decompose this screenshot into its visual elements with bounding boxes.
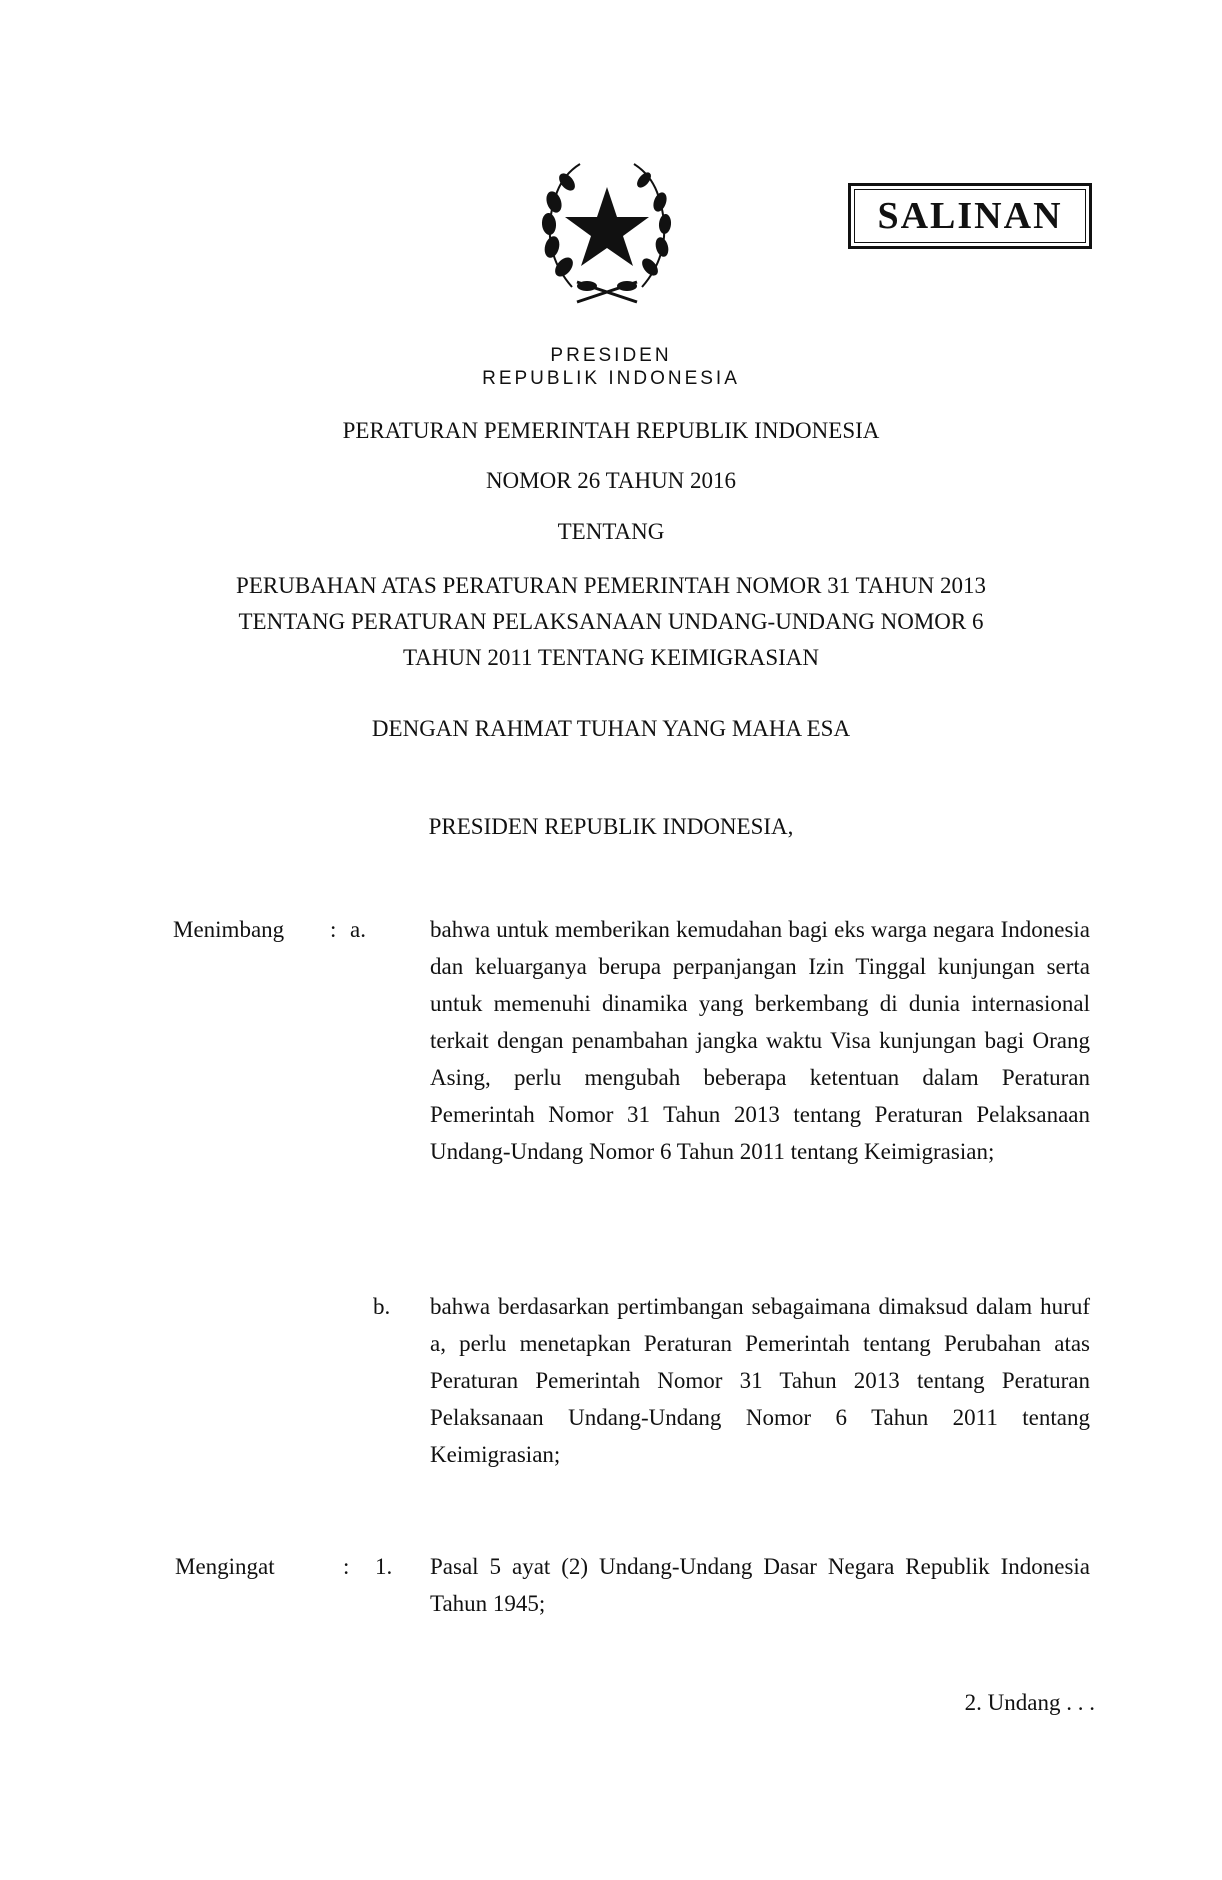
item-a-mark: a. bbox=[350, 917, 366, 942]
menimbang-label: Menimbang bbox=[173, 917, 285, 942]
subject-line-1: PERUBAHAN ATAS PERATURAN PEMERINTAH NOMOR 31 TAHUN 2013 bbox=[236, 573, 986, 598]
item-b-text: bahwa berdasarkan pertimbangan sebagaimana dimaksud dalam huruf a, perlu menetapkan Peraturan Pemerintah tentang Perubahan atas Peraturan Pemerintah Nomor 31 Tahun 2013 tentang Peraturan Pelaksanaan Undang-Undang Nomor 6 Tahun 2011 tentang Keimigrasian; bbox=[430, 1294, 1090, 1467]
header-republic: REPUBLIK INDONESIA bbox=[482, 368, 740, 389]
page-continuation: 2. Undang . . . bbox=[964, 1690, 1095, 1715]
subject-line-2: TENTANG PERATURAN PELAKSANAAN UNDANG-UNDANG NOMOR 6 bbox=[238, 609, 984, 634]
president-line: PRESIDEN REPUBLIK INDONESIA, bbox=[428, 814, 794, 839]
menimbang-colon: : bbox=[330, 917, 337, 942]
item-a-text: bahwa untuk memberikan kemudahan bagi eks warga negara Indonesia dan keluarganya berupa perpanjangan Izin Tinggal kunjungan serta untuk memenuhi dinamika yang berkembang di dunia internasional terkait dengan penambahan jangka waktu Visa kunjungan bagi Orang Asing, perlu mengubah beberapa ketentuan dalam Peraturan Pemerintah Nomor 31 Tahun 2013 tentang Peraturan Pelaksanaan Undang-Undang Nomor 6 Tahun 2011 tentang Keimigrasian; bbox=[430, 917, 1090, 1164]
presidential-emblem bbox=[532, 152, 682, 312]
salinan-stamp bbox=[848, 183, 1092, 249]
header-president: PRESIDEN bbox=[550, 345, 672, 366]
tentang-heading: TENTANG bbox=[557, 519, 665, 544]
stamp-text: SALINAN bbox=[877, 195, 1063, 237]
regulation-title: PERATURAN PEMERINTAH REPUBLIK INDONESIA bbox=[342, 418, 880, 443]
regulation-number: NOMOR 26 TAHUN 2016 bbox=[485, 468, 737, 493]
item-1-mark: 1. bbox=[375, 1554, 393, 1579]
item-1-text: Pasal 5 ayat (2) Undang-Undang Dasar Negara Republik Indonesia Tahun 1945; bbox=[430, 1554, 1090, 1616]
item-b-mark: b. bbox=[373, 1294, 391, 1319]
mengingat-colon: : bbox=[343, 1554, 350, 1579]
mengingat-label: Mengingat bbox=[175, 1554, 275, 1579]
subject-line-3: TAHUN 2011 TENTANG KEIMIGRASIAN bbox=[402, 645, 820, 670]
blessing-line: DENGAN RAHMAT TUHAN YANG MAHA ESA bbox=[371, 716, 851, 741]
